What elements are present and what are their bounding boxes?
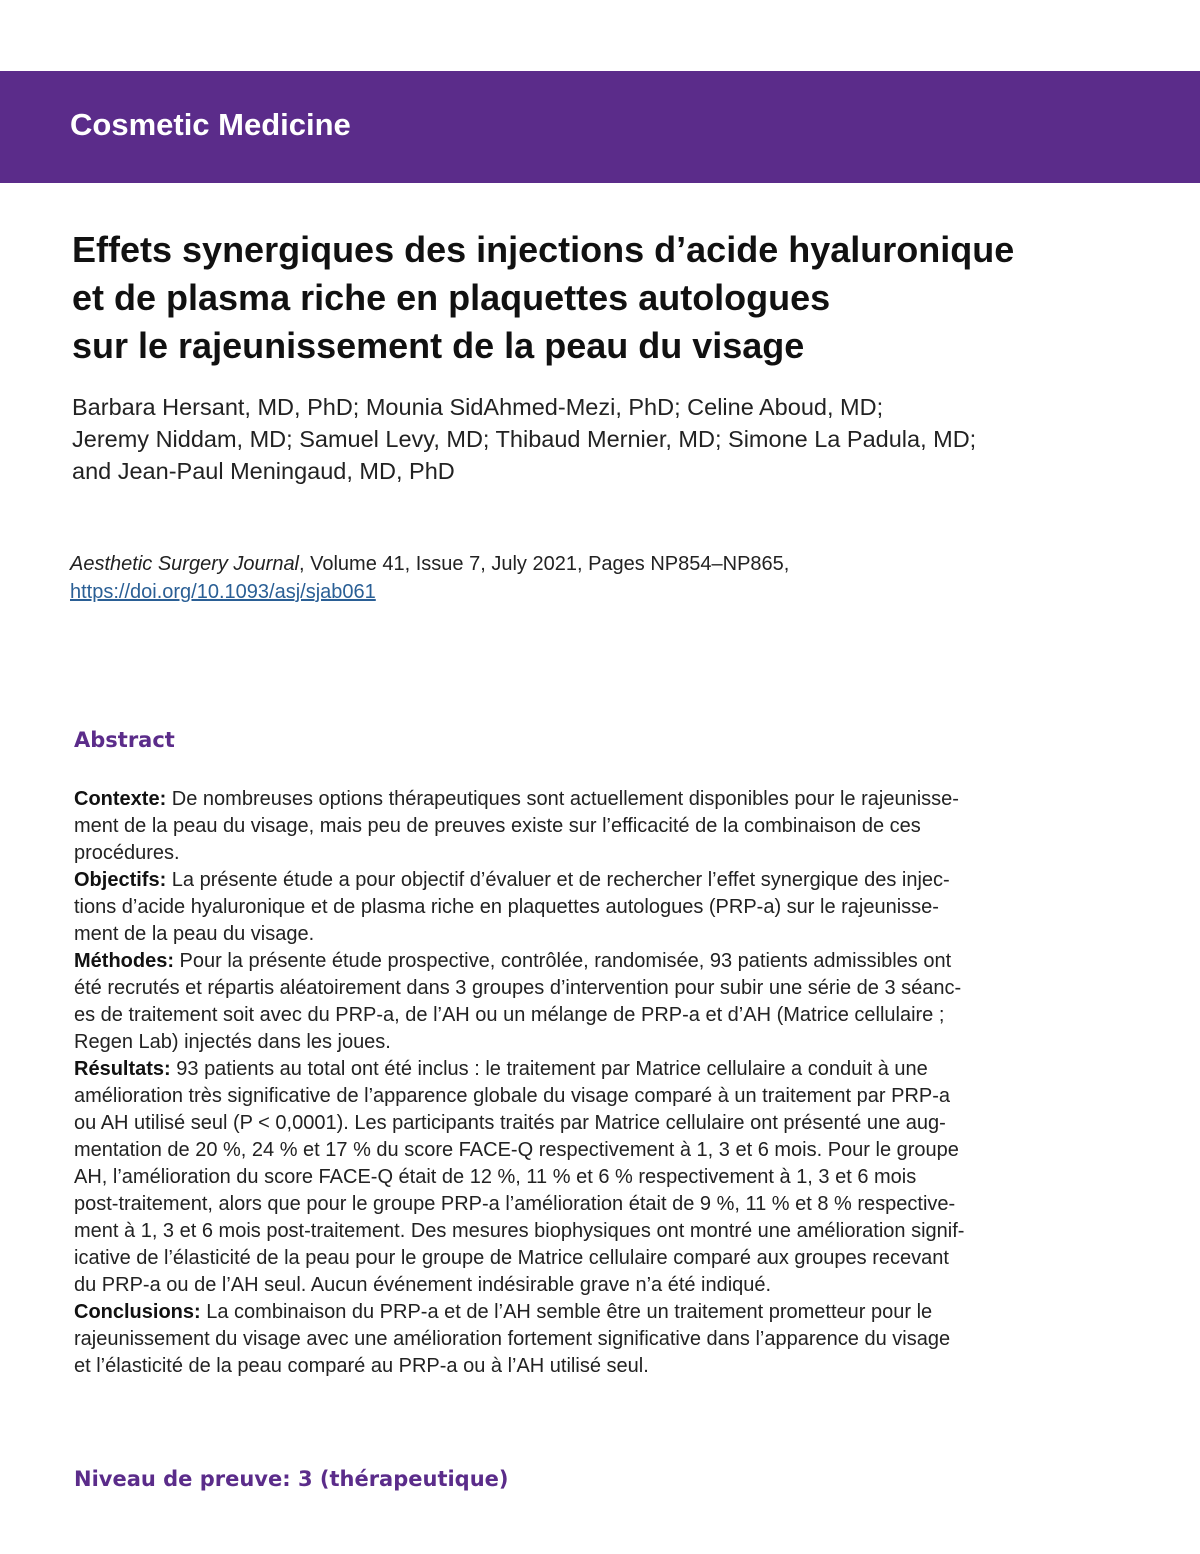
abstract-label: Résultats:: [74, 1058, 171, 1080]
author-line: Barbara Hersant, MD, PhD; Mounia SidAhmed-Mezi, PhD; Celine Aboud, MD;: [72, 394, 884, 420]
abstract-line: ou AH utilisé seul (P < 0,0001). Les participants traités par Matrice cellulaire ont présenté une aug-: [74, 1112, 946, 1134]
abstract-label: Contexte:: [74, 788, 167, 810]
abstract-label: Méthodes:: [74, 950, 174, 972]
abstract-line: rajeunissement du visage avec une amélioration fortement significative dans l’apparence du visage: [74, 1328, 951, 1350]
abstract-line: AH, l’amélioration du score FACE-Q était de 12 %, 11 % et 6 % respectivement à 1, 3 et 6 mois: [74, 1166, 917, 1188]
doi-link[interactable]: https://doi.org/10.1093/asj/sjab061: [70, 581, 376, 603]
journal-name: Aesthetic Surgery Journal: [70, 553, 300, 575]
abstract-section-methods: [74, 948, 1134, 1056]
abstract-text: De nombreuses options thérapeutiques sont actuellement disponibles pour le rajeunisse-: [166, 788, 959, 810]
abstract-line: [74, 786, 1134, 813]
abstract-line: ment de la peau du visage, mais peu de preuves existe sur l’efficacité de la combinaison de ces: [74, 815, 921, 837]
article-title-line: Effets synergiques des injections d’acide hyaluronique: [72, 229, 1015, 270]
abstract-section-objectives: [74, 867, 1134, 948]
abstract-label: Conclusions:: [74, 1301, 201, 1323]
abstract-line: icative de l’élasticité de la peau pour le groupe de Matrice cellulaire comparé aux groupes recevant: [74, 1247, 949, 1269]
abstract-heading: Abstract: [74, 728, 175, 752]
abstract-line: été recrutés et répartis aléatoirement dans 3 groupes d’intervention pour subir une série de 3 séanc-: [74, 977, 962, 999]
abstract-line: post-traitement, alors que pour le groupe PRP-a l’amélioration était de 9 %, 11 % et 8 % respective-: [74, 1193, 956, 1215]
author-line: and Jean-Paul Meningaud, MD, PhD: [72, 458, 455, 484]
abstract-text: 93 patients au total ont été inclus : le traitement par Matrice cellulaire a conduit à une: [170, 1058, 928, 1080]
abstract-line: [74, 867, 1134, 894]
article-title-line: sur le rajeunissement de la peau du visage: [72, 325, 805, 366]
citation-details: , Volume 41, Issue 7, July 2021, Pages NP854–NP865,: [299, 553, 790, 575]
article-title: [72, 226, 1152, 370]
abstract-line: amélioration très significative de l’apparence globale du visage comparé à un traitement par PRP-a: [74, 1085, 951, 1107]
abstract-line: ment à 1, 3 et 6 mois post-traitement. Des mesures biophysiques ont montré une amélioration signif-: [74, 1220, 965, 1242]
citation: [70, 550, 1150, 606]
abstract-line: procédures.: [74, 842, 180, 864]
abstract-body: [74, 786, 1134, 1380]
abstract-line: ment de la peau du visage.: [74, 923, 315, 945]
abstract-section-context: [74, 786, 1134, 867]
abstract-line: [74, 1299, 1134, 1326]
abstract-section-results: [74, 1056, 1134, 1299]
abstract-text: Pour la présente étude prospective, contrôlée, randomisée, 93 patients admissibles ont: [174, 950, 952, 972]
evidence-level-heading: Niveau de preuve: 3 (thérapeutique): [74, 1467, 509, 1491]
abstract-line: es de traitement soit avec du PRP-a, de l’AH ou un mélange de PRP-a et d’AH (Matrice cellulaire ;: [74, 1004, 945, 1026]
author-line: Jeremy Niddam, MD; Samuel Levy, MD; Thibaud Mernier, MD; Simone La Padula, MD;: [72, 426, 977, 452]
abstract-line: tions d’acide hyaluronique et de plasma riche en plaquettes autologues (PRP-a) sur le rajeunisse-: [74, 896, 939, 918]
abstract-section-conclusions: [74, 1299, 1134, 1380]
abstract-text: La combinaison du PRP-a et de l’AH semble être un traitement prometteur pour le: [200, 1301, 933, 1323]
section-title: Cosmetic Medicine: [70, 107, 351, 142]
abstract-line: du PRP-a ou de l’AH seul. Aucun événement indésirable grave n’a été indiqué.: [74, 1274, 772, 1296]
section-banner: [0, 71, 1200, 183]
abstract-label: Objectifs:: [74, 869, 167, 891]
abstract-line: [74, 948, 1134, 975]
abstract-line: [74, 1056, 1134, 1083]
abstract-line: Regen Lab) injectés dans les joues.: [74, 1031, 391, 1053]
author-list: [72, 391, 1172, 487]
abstract-line: et l’élasticité de la peau comparé au PRP-a ou à l’AH utilisé seul.: [74, 1355, 649, 1377]
article-title-line: et de plasma riche en plaquettes autologues: [72, 277, 831, 318]
abstract-text: La présente étude a pour objectif d’évaluer et de rechercher l’effet synergique des injec-: [166, 869, 950, 891]
abstract-line: mentation de 20 %, 24 % et 17 % du score FACE-Q respectivement à 1, 3 et 6 mois. Pour le groupe: [74, 1139, 959, 1161]
